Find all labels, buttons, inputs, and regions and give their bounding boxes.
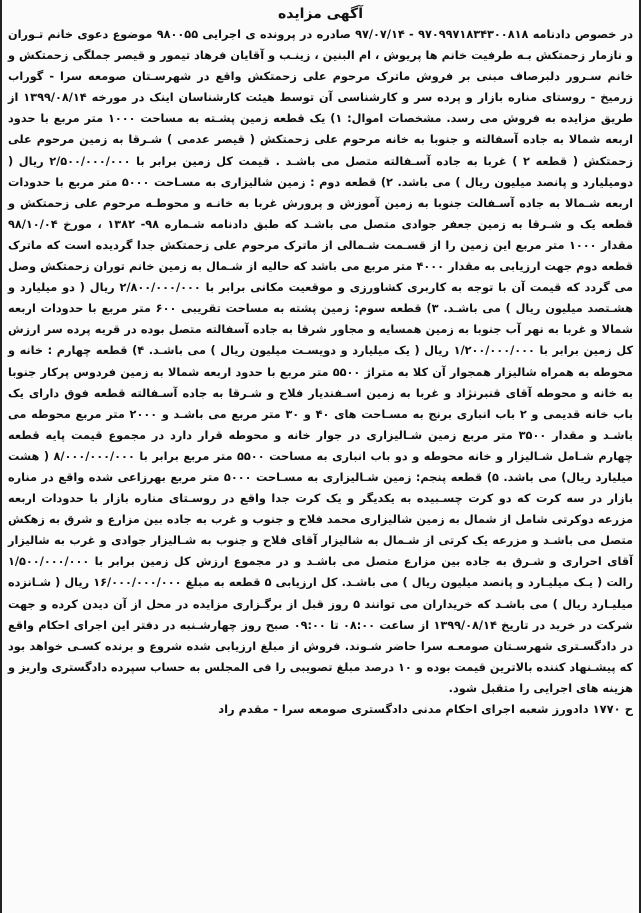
notice-body: در خصوص دادنامه ۹۷۰۹۹۷۱۸۳۴۳۰۰۸۱۸ - ۹۷/۰۷/۱۴ صادره در پرونده ی اجرایی ۹۸۰۰۵۵ موضوع دعوی خانم تـوران و نازمار زحمتکش بـه طرفیت خانم ها پریوش ، ام البنین ، زینـب و آقایان فرهاد تیمور و قیصر جملگی زحمتکش و خانم سـرور دلبرصاف مبنی بر فروش ماترک مرحوم علی زحمتکش واقع در شهرسـتان صومعه سرا - گوراب زرمیخ - روستای مناره بازار و پرده سر و کارشناسی آن توسط هیئت کارشناسان اینک در مورخه ۱۳۹۹/۰۸/۱۴ از طریق مزایده به فروش می رسد. مشخصات اموال: ۱) یک قطعه زمین پشـته به مساحت ۱۰۰۰ متر مربع با حدود اربعه شمالا به جاده آسفالته و جنوبا به خانه مرحوم علی زحمتکش ( قیصر عدمی ) شـرقا به زمین مرحوم علی زحمتکش ( قطعه ۲ ) غربا به جاده آسـفالته متصل می باشـد . قیمت کل زمین برابر با ۲/۵۰۰/۰۰۰/۰۰۰ ریال ( دومیلیارد و پانصد میلیون ریال ) می باشد. ۲) قطعه دوم : زمین شالیزاری به مسـاحت ۵۰۰۰ متر مربع با حدودات اربعه شـمالا به جاده آسـفالت جنوبا به زمین آموزش و پرورش غربا به خانـه و محوطـه مرحوم علی زحمتکش و قطعه یک و شـرقا به زمین جعفر جوادی متصل می باشـد که طبق دادنامه شـماره ۹۸- ۱۳۸۲ ، مورخ ۹۸/۱۰/۰۴ مقدار ۱۰۰۰ متر مربع این زمین را از قسـمت شـمالی از ماترک مرحوم علی زحمتکش جدا گردیده است که ماترک قطعه دوم جهت ارزیابی به مقدار ۴۰۰۰ متر مربع می باشد که حالیه از شـمال به زمین خانم توران زحمتکش وصل می گردد که قیمت آن با توجه به کاربری کشاورزی و موقعیت مکانی برابر با ۲/۸۰۰/۰۰۰/۰۰۰ ریال ( دو میلیارد و هشـتصد میلیون ریال ) می باشـد. ۳) قطعه سوم: زمین پشته به مساحت تقریبی ۶۰۰ متر مربع با حدودات اربعه شمالا و غربا به نهر آب جنوبا به زمین همسایه و مجاور شرقا به جاده آسفالته متصل بوده در قریه پرده سر ارزش کل زمین برابر با ۱/۲۰۰/۰۰۰/۰۰۰ ریال ( یک میلیارد و دویسـت میلیون ریال ) می باشـد. ۴) قطعه چهارم : خانه و محوطه به همراه شالیزار همجوار آن کلا به متراژ ۵۵۰۰ متر مربع با حدود اربعه شمالا به زمین فردوس پرکار جنوبا به خانه و محوطه آقای قنبرنژاد و غربا به زمین اسـفندیار فلاح و شـرقا به جاده آسـفالته قطعه فوق دارای یک باب خانه قدیمی و ۲ باب انباری برنج به مسـاحت های ۴۰ و ۳۰ متر مربع می باشـد و ۲۰۰۰ متر مربع محوطه می باشـد و مقدار ۳۵۰۰ متر مربع زمین شـالیزاری در جوار خانه و محوطه قرار دارد در مجموع قیمت پایه قطعه چهارم شـامل شـالیزار و خانه محوطه و دو باب انباری به مساحت ۵۵۰۰ متر مربع برابر با ۸/۰۰۰/۰۰۰/۰۰۰ ( هشت میلیارد ریال) می باشد. ۵) قطعه پنجم: زمین شـالیزاری به مسـاحت ۵۰۰۰ متر مربع بهرزاعی شده واقع در مناره بازار در سه کرت که دو کرت چسـبیده به یکدیگر و یک کرت جدا واقع در روسـتای مناره بازار با حدودات اربعه مزرعه دوکرتی شامل از شمال به زمین شالیزاری محمد فلاح و جنوب و غرب به جاده بین مزارع و شرق به زهکش متصل می باشـد و مزرعه یک کرتی از شـمال به شالیزار آقای فلاح و جنوب به شـالیزار جوادی و غرب به شالیزار آقای احراری و شـرق به جاده بین مزارع متصل می باشـد و در مجموع ارزش کل زمین برابر با ۱/۵۰۰/۰۰۰/۰۰۰ رالت ( یـک میلیـارد و پانصد میلیون ریال ) می باشـد. کل ارزیابی ۵ قطعه به مبلغ ۱۶/۰۰۰/۰۰۰/۰۰۰ ریال ( شـانزده میلیـارد ریال ) می باشـد که خریداران می توانند ۵ روز قبل از برگـزاری مزایده در محل از آن دیدن کرده و جهت شرکت در خرید در تاریخ ۱۳۹۹/۰۸/۱۴ از ساعت ۰۸:۰۰ تا ۰۹:۰۰ صبح روز چهارشـنبه در دفتر این اجرای احکام واقع در دادگسـتری شهرسـتان صومعـه سرا حاضر شـوند. فروش از مبلغ ارزیابی شده شروع و برنده کسـی خواهد بود که پیشـنهاد کننده بالاترین قیمت بوده و ۱۰ درصد مبلغ تصویبی را فی المجلس به حساب سپرده دادگستری واریز و هزینه های اجرایی را متقبل شود.	[8, 28, 634, 695]
notice-footer: ح ۱۷۷۰ دادورز شعبه اجرای احکام مدنی دادگستری صومعه سرا - مقدم راد	[218, 702, 633, 716]
notice-title: آگهی مزایده	[277, 6, 363, 22]
left-border	[0, 0, 2, 913]
